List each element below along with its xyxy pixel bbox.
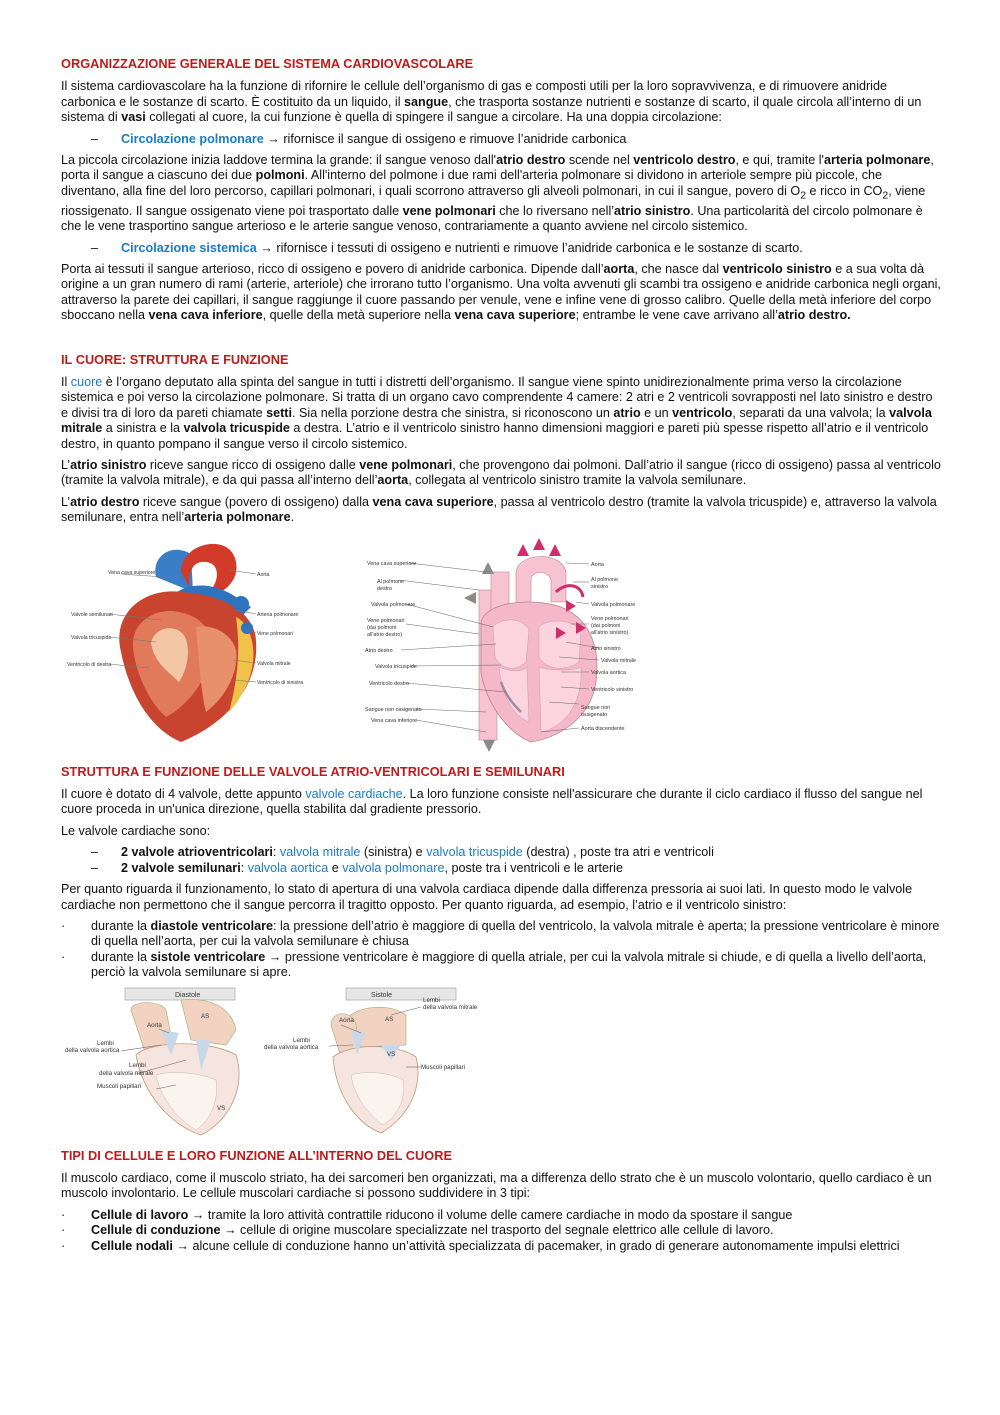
figure-label: Aorta xyxy=(147,1021,162,1029)
figure-label: Arteria polmonare xyxy=(257,611,299,618)
figure-label: Valvola aortica xyxy=(591,669,626,676)
figure-label: Aorta discendente xyxy=(581,725,625,732)
figure-label: (dai polmoni xyxy=(591,622,621,629)
figure-label: all'atrio sinistro) xyxy=(591,629,629,636)
figure-label: Sangue non xyxy=(581,704,611,711)
figure-label: Vena cava inferiore xyxy=(371,717,418,724)
section-heading: IL CUORE: STRUTTURA E FUNZIONE xyxy=(61,351,289,367)
paragraph: La piccola circolazione inizia laddove termina la grande: il sangue venoso dall'atrio destro scende nel ventricolo destro, e qui, tramite l'arteria polmonare, porta il sangue a ciascuno dei due polmoni. All'interno del polmone i due rami dell'arteria polmonare si dividono in arteriole sempre più piccole, che diventano, alla fine del loro percorso, capillari polmonari, i quali scorrono attraverso gli alveoli polmonari, in cui il sangue, povero di $O_2$ e ricco in $CO_2$, viene riossigenato. Il sangue ossigenato viene poi trasportato dalle vene polmonari che lo riversano nell’atrio sinistro. Una particolarità del circolo polmonare è che le vene trasportino sangue arterioso e le arterie sangue venoso, contrariamente a quanto avviene nel circolo sistemico. xyxy=(61,153,934,234)
list-item: – 2 valvole semilunari: valvola aortica e valvola polmonare, poste tra i ventricoli e le arterie xyxy=(91,860,623,875)
figure-label: Valvole semilunari xyxy=(71,611,113,618)
figure-label: sinistro xyxy=(591,583,609,590)
diastole-systole-illustration xyxy=(61,985,941,1140)
figure-label: Sangue non ossigenato xyxy=(365,706,422,713)
figure-label: Muscoli papillari xyxy=(421,1063,466,1071)
figure-label: della valvola aortica xyxy=(264,1043,319,1051)
paragraph: L’atrio destro riceve sangue (povero di ossigeno) dalla vena cava superiore, passa al ventricolo destro (tramite la valvola tricuspide) e, attraverso la valvola semilunare, entra nell’arteria polmonare. xyxy=(61,494,937,525)
figure-label: ossigenato xyxy=(581,711,608,718)
figure-label: VS xyxy=(387,1050,396,1058)
figure-label: Valvola tricuspide xyxy=(375,663,417,670)
figure-label: Al polmone xyxy=(377,578,404,585)
list-item: · Cellule di conduzione → cellule di origine muscolare specializzate nel trasporto del segnale elettrico alle cellule di lavoro. xyxy=(61,1223,774,1238)
figure-label: Vena cava superiore xyxy=(367,560,417,567)
figure-label: Ventricolo sinistro xyxy=(591,686,634,693)
list-item: · durante la diastole ventricolare: la pressione dell’atrio è maggiore di quella del ventricolo, la valvola mitrale è aperta; la pressione ventricolare è minore di quella nell’aorta, per cui la valvola semilunare è chiusa xyxy=(61,918,940,949)
paragraph: Per quanto riguarda il funzionamento, lo stato di apertura di una valvola cardiaca dipende dalla differenza pressoria ai suoi lati. In questo modo le valvole cardiache non permettono che il sangue percorra il tragitto opposto. Per quanto riguarda, ad esempio, l’atrio e il ventricolo sinistro: xyxy=(61,882,913,912)
list-item: · Cellule nodali → alcune cellule di conduzione hanno un’attività specializzata di pacemaker, in grado di generare autonomamente impulsi elettrici xyxy=(61,1238,900,1253)
figure-label: Atrio sinistro xyxy=(591,645,621,652)
diastole-label: Diastole xyxy=(175,991,201,999)
heart-anatomy-illustration xyxy=(61,532,941,764)
figure-label: AS xyxy=(201,1012,210,1020)
figure-label: Ventricolo di destra xyxy=(67,661,112,668)
figure-label: della valvola aortica xyxy=(65,1046,120,1054)
figure-label: Muscoli papillari xyxy=(97,1082,142,1090)
figure-label: Valvola mitrale xyxy=(601,657,636,664)
figure-label: Lembi xyxy=(423,996,440,1004)
paragraph: L’atrio sinistro riceve sangue ricco di ossigeno dalle vene polmonari, che provengono dai polmoni. Dall’atrio il sangue (ricco di ossigeno) passa al ventricolo (tramite la valvola mitrale), e da qui passa all’interno dell’aorta, collegata al ventricolo sinistro tramite la valvola semilunare. xyxy=(61,458,941,488)
paragraph: Il sistema cardiovascolare ha la funzione di rifornire le cellule dell’organismo di gas e composti utili per la loro sopravvivenza, e di rimuovere anidride carbonica e le sostanze di scarto. È costituito da un liquido, il sangue, che trasporta sostanze nutrienti e sostanze di scarto, il quale circola all’interno di un sistema di vasi collegati al cuore, la cui funzione è quella di spingere il sangue a circolare. Ha una doppia circolazione: xyxy=(61,79,922,125)
figure-label: Aorta xyxy=(257,571,270,578)
document-page xyxy=(61,56,941,1254)
figure-label: destro xyxy=(377,585,392,592)
figure-label: Vene polmonari xyxy=(367,617,405,624)
figure-label: Ventricolo destro xyxy=(369,680,410,687)
list-item: – 2 valvole atrioventricolari: valvola mitrale (sinistra) e valvola tricuspide (destra) , poste tra atri e ventricoli xyxy=(91,845,714,860)
figure-label: Lembi xyxy=(293,1036,310,1044)
figure-label: Lembi xyxy=(129,1061,146,1069)
figure-label: Valvola mitrale xyxy=(257,660,291,667)
systole-label: Sistole xyxy=(371,991,393,999)
figure-label: Atrio destro xyxy=(365,647,393,654)
figure-label: Lembi xyxy=(97,1039,114,1047)
figure-label: Vena cava superiore xyxy=(108,569,156,576)
list-item: – Circolazione polmonare → rifornisce il sangue di ossigeno e rimuove l’anidride carbonica xyxy=(91,131,627,146)
figure-label: (dai polmoni xyxy=(367,624,397,631)
valve-figure xyxy=(61,985,941,1140)
figure-label: all'atrio destro) xyxy=(367,631,403,638)
paragraph: Porta ai tessuti il sangue arterioso, ricco di ossigeno e povero di anidride carbonica. Dipende dall’aorta, che nasce dal ventricolo sinistro e a sua volta dà origine a un gran numero di rami (arterie, arteriole) che irrorano tutto l’organismo. Una volta avvenuti gli scambi tra ossigeno e anidride carbonica negli organi, attraverso la parete dei capillari, il sangue raggiunge il cuore passando per venule, vene e infine vene di grosso calibro. Quelle della metà inferiore del corpo sboccano nella vena cava inferiore, quelle della metà superiore nella vena cava superiore; entrambe le vene cave arrivano all’atrio destro. xyxy=(61,261,941,323)
section-heading: ORGANIZZAZIONE GENERALE DEL SISTEMA CARDIOVASCOLARE xyxy=(61,56,474,71)
list-item: – Circolazione sistemica → rifornisce i tessuti di ossigeno e nutrienti e rimuove l’anidride carbonica e le sostanze di scarto. xyxy=(91,240,803,255)
list-item: · durante la sistole ventricolare → pressione ventricolare è maggiore di quella atriale, per cui la valvola mitrale si chiude, e di quella a livello dell’aorta, perciò la valvola semilunare si apre. xyxy=(61,949,927,980)
paragraph: Le valvole cardiache sono: xyxy=(61,823,211,838)
figure-label: Valvola polmonare xyxy=(591,601,636,608)
figure-label: Ventricolo di sinistra xyxy=(257,679,304,686)
figure-label: VS xyxy=(217,1104,226,1112)
paragraph: Il cuore è l’organo deputato alla spinta del sangue in tutti i distretti dell’organismo. Il sangue viene spinto unidirezionalmente prima verso la circolazione sistemica e poi verso la circolazione polmonare. Si tratta di un organo cavo comprendente 4 camere: 2 atri e 2 ventricoli sovrapposti nel lato sinistro e destro e divisi tra di loro da pareti chiamate setti. Sia nella porzione destra che sinistra, si riconoscono un atrio e un ventricolo, separati da una valvola; la valvola mitrale a sinistra e la valvola tricuspide a destra. L’atrio e il ventricolo sinistro hanno dimensioni maggiori e pareti più spesse rispetto all’atrio e il ventricolo destro, in quanto pompano il sangue verso il circolo sistemico. xyxy=(61,375,933,451)
heart-figures xyxy=(61,532,941,764)
section-heading: TIPI DI CELLULE E LORO FUNZIONE ALL’INTERNO DEL CUORE xyxy=(61,1147,453,1163)
figure-label: Al polmone xyxy=(591,576,618,583)
paragraph: Il muscolo cardiaco, come il muscolo striato, ha dei sarcomeri ben organizzati, ma a differenza dello strato che è un muscolo volontario, quello cardiaco è un muscolo involontario. Le cellule muscolari cardiache si possono suddividere in 3 tipi: xyxy=(61,1170,932,1201)
figure-label: AS xyxy=(385,1015,394,1023)
list-item: · Cellule di lavoro → tramite la loro attività contrattile riducono il volume delle camere cardiache in modo da spostare il sangue xyxy=(61,1207,793,1222)
section-heading: STRUTTURA E FUNZIONE DELLE VALVOLE ATRIO-VENTRICOLARI E SEMILUNARI xyxy=(61,763,565,779)
figure-label: Valvola polmonare xyxy=(371,601,416,608)
figure-label: Valvola tricuspide xyxy=(71,634,112,641)
figure-label: della valvola mitrale xyxy=(99,1069,154,1077)
figure-label: della valvola mitrale xyxy=(423,1003,478,1011)
figure-label: Vene polmonari xyxy=(591,615,629,622)
figure-label: Aorta xyxy=(339,1016,354,1024)
figure-label: Vene polmonari xyxy=(257,630,294,637)
paragraph: Il cuore è dotato di 4 valvole, dette appunto valvole cardiache. La loro funzione consiste nell'assicurare che durante il ciclo cardiaco il flusso del sangue nel cuore proceda in un'unica direzione, quella stabilita dal gradiente pressorio. xyxy=(61,787,923,817)
figure-label: Aorta xyxy=(591,561,604,568)
